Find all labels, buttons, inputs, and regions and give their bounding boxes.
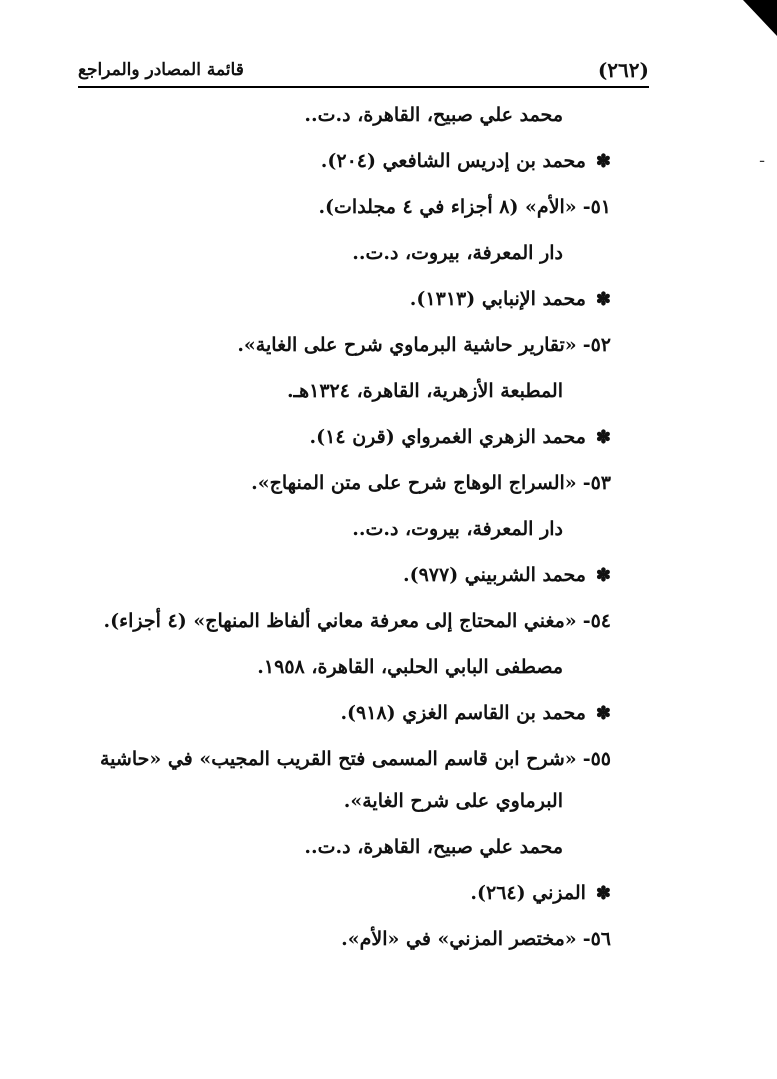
bullet-icon: ✽ [595, 565, 611, 586]
entry-number: ٥٥- [582, 748, 611, 770]
entry-continuation-line: البرماوي على شرح الغاية». [343, 790, 563, 812]
entry-number: ٥٢- [582, 334, 611, 356]
publisher-line: محمد علي صبيح، القاهرة، د.ت.. [304, 104, 563, 126]
margin-mark: ـ [760, 150, 765, 166]
bullet-icon: ✽ [595, 703, 611, 724]
entry-line: ٥١-«الأم» (٨ أجزاء في ٤ مجلدات). [318, 196, 611, 218]
bullet-icon: ✽ [595, 427, 611, 448]
entry-line: ٥٤-«مغني المحتاج إلى معرفة معاني ألفاظ المنهاج» (٤ أجزاء). [103, 610, 611, 632]
running-title: قائمة المصادر والمراجع [78, 60, 244, 80]
entry-line: ٥٢-«تقارير حاشية البرماوي شرح على الغاية». [237, 334, 611, 356]
author-line: ✽محمد الزهري الغمرواي (قرن ١٤). [309, 426, 611, 448]
bullet-icon: ✽ [595, 289, 611, 310]
author-line: ✽محمد بن القاسم الغزي (٩١٨). [340, 702, 611, 724]
publisher-line: المطبعة الأزهرية، القاهرة، ١٣٢٤هـ. [286, 380, 563, 402]
author-line: ✽المزني (٢٦٤). [470, 882, 611, 904]
entry-line: ٥٦-«مختصر المزني» في «الأم». [341, 928, 611, 950]
publisher-line: دار المعرفة، بيروت، د.ت.. [352, 518, 563, 540]
entry-line: ٥٥-«شرح ابن قاسم المسمى فتح القريب المجيب» في «حاشية [99, 748, 611, 770]
publisher-line: محمد علي صبيح، القاهرة، د.ت.. [304, 836, 563, 858]
entry-line: ٥٣-«السراج الوهاج شرح على متن المنهاج». [251, 472, 611, 494]
entry-number: ٥١- [582, 196, 611, 218]
entry-number: ٥٤- [582, 610, 611, 632]
author-line: ✽محمد الإنبابي (١٣١٣). [409, 288, 611, 310]
bullet-icon: ✽ [595, 151, 611, 172]
page-number: (٢٦٢) [597, 58, 649, 82]
entry-number: ٥٦- [582, 928, 611, 950]
author-line: ✽محمد الشربيني (٩٧٧). [402, 564, 611, 586]
entry-number: ٥٣- [582, 472, 611, 494]
publisher-line: مصطفى البابي الحلبي، القاهرة، ١٩٥٨. [257, 656, 563, 678]
publisher-line: دار المعرفة، بيروت، د.ت.. [352, 242, 563, 264]
page-header [78, 56, 649, 88]
bullet-icon: ✽ [595, 883, 611, 904]
corner-scan-mark [743, 0, 777, 36]
author-line: ✽محمد بن إدريس الشافعي (٢٠٤). [320, 150, 611, 172]
